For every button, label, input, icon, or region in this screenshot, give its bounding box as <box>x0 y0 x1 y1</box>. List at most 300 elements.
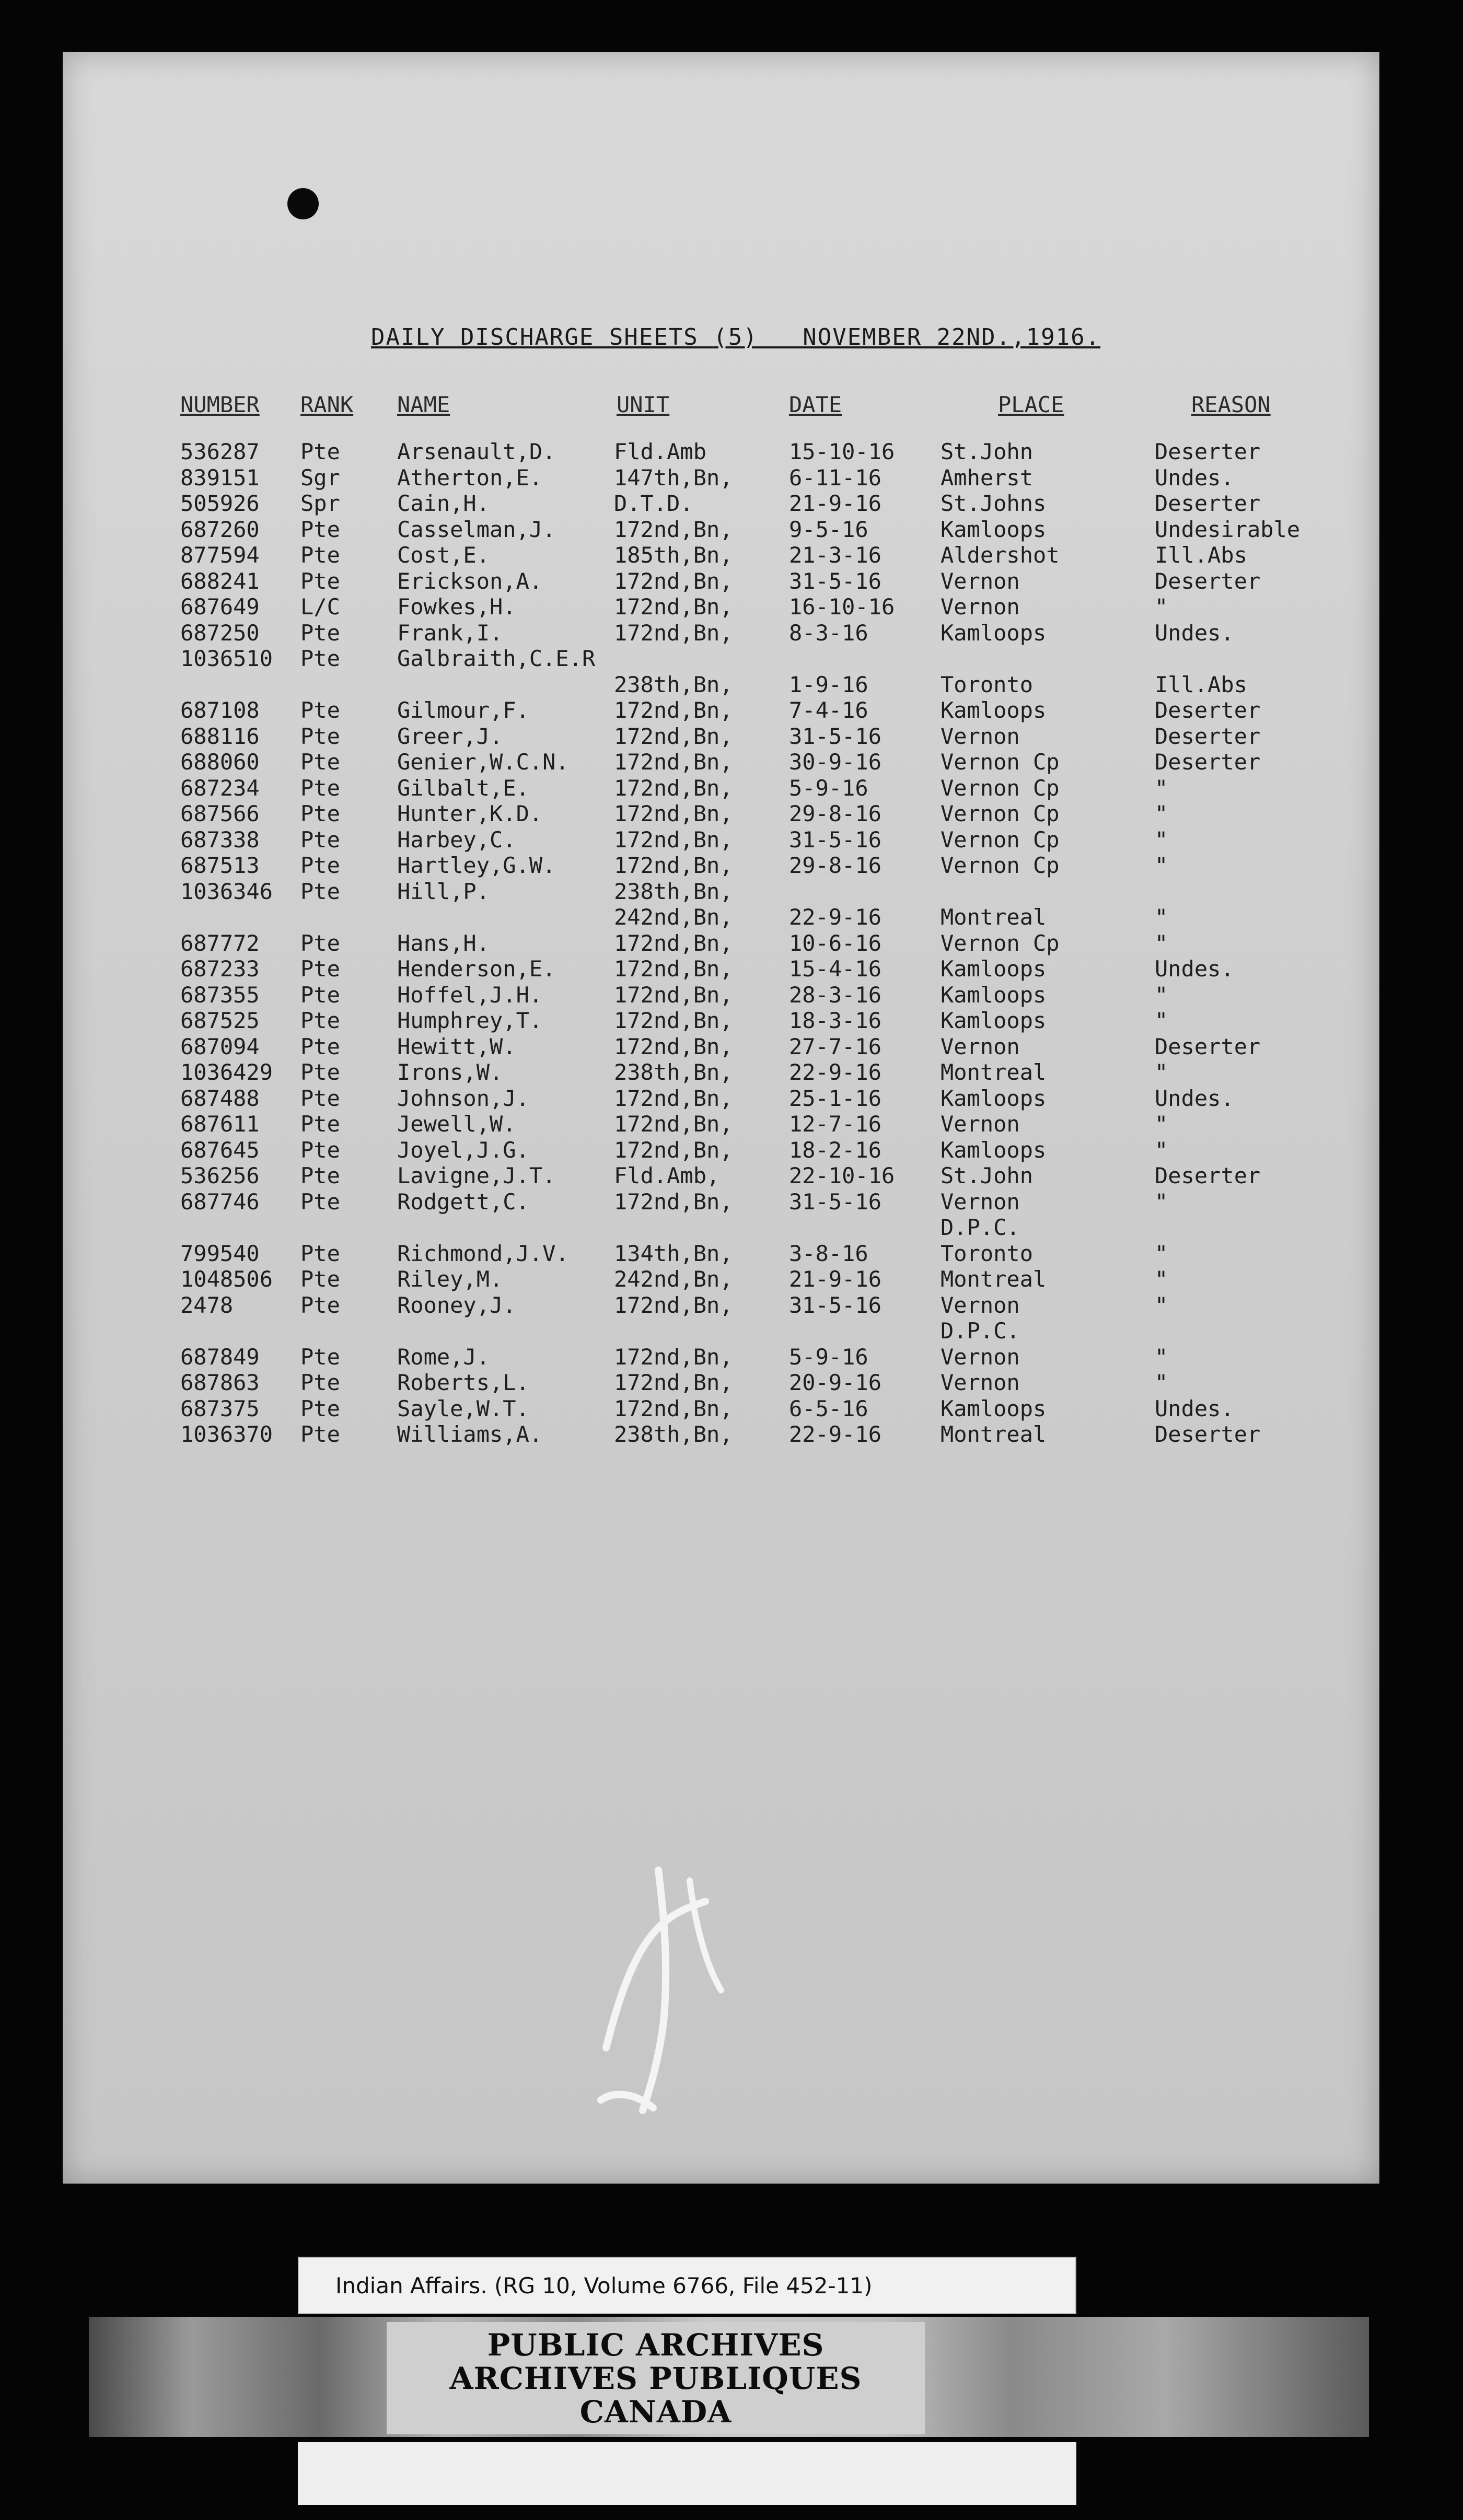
table-row <box>63 1396 1379 1422</box>
cell-number: 687260 <box>180 516 260 542</box>
cell-place: Kamloops <box>940 516 1047 542</box>
cell-name: Gilbalt,E. <box>397 775 529 801</box>
cell-place: Montreal <box>940 1421 1047 1447</box>
cell-number: 687772 <box>180 930 260 956</box>
cell-place: Kamloops <box>940 620 1047 646</box>
cell-name: Jewell,W. <box>397 1111 516 1137</box>
cell-rank: Pte <box>300 542 340 568</box>
cell-place: Aldershot <box>940 542 1060 568</box>
cell-place: Vernon <box>940 1292 1020 1318</box>
cell-reason: Ill.Abs <box>1155 671 1248 697</box>
column-headers <box>63 392 1379 423</box>
cell-date: 15-4-16 <box>789 956 882 982</box>
cell-date: 9-5-16 <box>789 516 868 542</box>
cell-place: St.Johns <box>940 491 1047 516</box>
cell-reason: Undes. <box>1155 956 1234 982</box>
cell-date: 6-11-16 <box>789 464 882 491</box>
table-row <box>63 1421 1379 1448</box>
cell-reason: Ill.Abs <box>1155 542 1248 568</box>
cell-number: 687863 <box>180 1370 260 1395</box>
cell-unit: 172nd,Bn, <box>614 956 733 982</box>
cell-number: 687375 <box>180 1395 260 1421</box>
cell-unit: 172nd,Bn, <box>614 1370 733 1395</box>
cell-date: 27-7-16 <box>789 1033 882 1059</box>
cell-rank: Pte <box>300 1188 340 1215</box>
table-row <box>63 517 1379 543</box>
cell-name: Greer,J. <box>397 723 503 749</box>
cell-rank: L/C <box>300 594 340 620</box>
cell-unit: 172nd,Bn, <box>614 620 733 646</box>
cell-place: Amherst <box>940 464 1034 491</box>
cell-rank: Spr <box>300 491 340 516</box>
table-row <box>63 465 1379 491</box>
cell-name: Erickson,A. <box>397 568 543 594</box>
cell-place: Toronto <box>940 1240 1034 1266</box>
cell-date: 20-9-16 <box>789 1370 882 1395</box>
cell-name: Atherton,E. <box>397 464 543 491</box>
cell-reason: " <box>1155 1111 1168 1137</box>
cell-number: 687233 <box>180 956 260 982</box>
cell-unit: 172nd,Bn, <box>614 749 733 775</box>
column-header-unit: UNIT <box>617 392 670 417</box>
table-row <box>63 1008 1379 1034</box>
cell-unit: 185th,Bn, <box>614 542 733 568</box>
cell-place: Kamloops <box>940 982 1047 1008</box>
cell-date: 29-8-16 <box>789 801 882 826</box>
cell-rank: Pte <box>300 878 340 904</box>
cell-reason: " <box>1155 1292 1168 1318</box>
table-row <box>63 1189 1379 1215</box>
punch-hole <box>287 188 319 219</box>
cell-place: Vernon Cp <box>940 801 1060 826</box>
cell-date: 10-6-16 <box>789 930 882 956</box>
cell-place: Vernon <box>940 1111 1020 1137</box>
cell-name: Humphrey,T. <box>397 1008 543 1033</box>
cell-name: Hoffel,J.H. <box>397 982 543 1008</box>
cell-name: Casselman,J. <box>397 516 556 542</box>
cell-place: Vernon <box>940 1370 1020 1395</box>
cell-name: Lavigne,J.T. <box>397 1163 556 1188</box>
cell-unit: 172nd,Bn, <box>614 1344 733 1370</box>
cell-place: Kamloops <box>940 1008 1047 1033</box>
cell-name: Galbraith,C.E.R <box>397 646 596 671</box>
cell-reason: Deserter <box>1155 697 1261 723</box>
cell-name: Fowkes,H. <box>397 594 516 620</box>
cell-rank: Pte <box>300 697 340 723</box>
stamp-line-3: CANADA <box>579 2394 732 2430</box>
table-row <box>63 672 1379 698</box>
cell-place: Vernon <box>940 723 1020 749</box>
archive-stamp <box>387 2322 925 2434</box>
cell-reason: " <box>1155 853 1168 878</box>
cell-rank: Pte <box>300 723 340 749</box>
cell-name: Henderson,E. <box>397 956 556 982</box>
cell-unit: 172nd,Bn, <box>614 1292 733 1318</box>
cell-reason: Deserter <box>1155 1163 1261 1188</box>
document-header <box>371 324 1100 351</box>
cell-name: Cost,E. <box>397 542 490 568</box>
cell-place: Vernon Cp <box>940 749 1060 775</box>
cell-unit: 172nd,Bn, <box>614 801 733 826</box>
cell-date: 1-9-16 <box>789 671 868 697</box>
cell-place: St.John <box>940 439 1034 464</box>
cell-reason: Deserter <box>1155 491 1261 516</box>
cell-unit: Fld.Amb <box>614 439 707 464</box>
cell-reason: " <box>1155 594 1168 620</box>
cell-number: 687513 <box>180 853 260 878</box>
cell-number: 687338 <box>180 826 260 853</box>
cell-name: Genier,W.C.N. <box>397 749 569 775</box>
cell-name: Roberts,L. <box>397 1370 529 1395</box>
cell-number: 799540 <box>180 1240 260 1266</box>
cell-name: Harbey,C. <box>397 826 516 853</box>
cell-place: Vernon <box>940 1033 1020 1059</box>
cell-date: 29-8-16 <box>789 853 882 878</box>
stamp-line-2: ARCHIVES PUBLIQUES <box>449 2360 862 2396</box>
table-row <box>63 1086 1379 1112</box>
table-row <box>63 930 1379 956</box>
cell-unit: 172nd,Bn, <box>614 516 733 542</box>
table-row <box>63 879 1379 905</box>
table-row <box>63 1344 1379 1370</box>
cell-name: Hewitt,W. <box>397 1033 516 1059</box>
cell-reason: Deserter <box>1155 568 1261 594</box>
table-row <box>63 749 1379 775</box>
cell-unit: 238th,Bn, <box>614 671 733 697</box>
table-row <box>63 1215 1379 1241</box>
cell-unit: 242nd,Bn, <box>614 904 733 930</box>
cell-date: 22-10-16 <box>789 1163 895 1188</box>
cell-name: Rome,J. <box>397 1344 490 1370</box>
cell-reason: " <box>1155 982 1168 1008</box>
cell-rank: Pte <box>300 1008 340 1033</box>
cell-reason: " <box>1155 775 1168 801</box>
cell-date: 21-3-16 <box>789 542 882 568</box>
cell-number: 687746 <box>180 1188 260 1215</box>
cell-date: 5-9-16 <box>789 1344 868 1370</box>
cell-reason: " <box>1155 1137 1168 1163</box>
table-row <box>63 827 1379 853</box>
cell-unit: 172nd,Bn, <box>614 1111 733 1137</box>
cell-number: 536256 <box>180 1163 260 1188</box>
cell-reason: " <box>1155 1188 1168 1215</box>
cell-date: 18-3-16 <box>789 1008 882 1033</box>
cell-reason: Deserter <box>1155 723 1261 749</box>
cell-unit: 172nd,Bn, <box>614 1188 733 1215</box>
cell-unit: 172nd,Bn, <box>614 930 733 956</box>
column-header-date: DATE <box>789 392 842 417</box>
cell-rank: Pte <box>300 982 340 1008</box>
cell-place: D.P.C. <box>940 1215 1020 1240</box>
column-header-reason: REASON <box>1191 392 1271 417</box>
table-row <box>63 1034 1379 1060</box>
cell-unit: 172nd,Bn, <box>614 1137 733 1163</box>
cell-reason: " <box>1155 1370 1168 1395</box>
cell-place: Montreal <box>940 1266 1047 1292</box>
cell-place: Kamloops <box>940 956 1047 982</box>
cell-unit: 172nd,Bn, <box>614 853 733 878</box>
cell-number: 687234 <box>180 775 260 801</box>
cell-date: 12-7-16 <box>789 1111 882 1137</box>
cell-rank: Pte <box>300 1292 340 1318</box>
cell-date: 28-3-16 <box>789 982 882 1008</box>
cell-number: 687094 <box>180 1033 260 1059</box>
cell-rank: Pte <box>300 1344 340 1370</box>
cell-reason: Undes. <box>1155 1085 1234 1111</box>
cell-unit: 172nd,Bn, <box>614 568 733 594</box>
cell-place: Toronto <box>940 671 1034 697</box>
cell-place: Vernon Cp <box>940 826 1060 853</box>
cell-reason: " <box>1155 1008 1168 1033</box>
table-row <box>63 1292 1379 1319</box>
table-row <box>63 491 1379 517</box>
cell-unit: 172nd,Bn, <box>614 826 733 853</box>
cell-date: 22-9-16 <box>789 904 882 930</box>
cell-rank: Pte <box>300 646 340 671</box>
cell-number: 2478 <box>180 1292 234 1318</box>
cell-reason: Undes. <box>1155 464 1234 491</box>
cell-number: 687525 <box>180 1008 260 1033</box>
cell-rank: Pte <box>300 1059 340 1085</box>
cell-number: 505926 <box>180 491 260 516</box>
cell-place: Vernon Cp <box>940 853 1060 878</box>
cell-name: Hunter,K.D. <box>397 801 543 826</box>
table-row <box>63 853 1379 879</box>
table-row <box>63 1266 1379 1292</box>
cell-rank: Pte <box>300 956 340 982</box>
cell-name: Richmond,J.V. <box>397 1240 569 1266</box>
cell-rank: Pte <box>300 1395 340 1421</box>
cell-place: Vernon <box>940 1188 1020 1215</box>
document-date: NOVEMBER 22ND.,1916. <box>803 324 1101 351</box>
cell-rank: Pte <box>300 930 340 956</box>
cell-place: Vernon <box>940 594 1020 620</box>
archive-label-bottom <box>298 2442 1076 2505</box>
cell-date: 8-3-16 <box>789 620 868 646</box>
table-row <box>63 1137 1379 1163</box>
cell-number: 687108 <box>180 697 260 723</box>
cell-date: 3-8-16 <box>789 1240 868 1266</box>
cell-date: 31-5-16 <box>789 723 882 749</box>
cell-number: 1036510 <box>180 646 273 671</box>
cell-place: St.John <box>940 1163 1034 1188</box>
cell-unit: 172nd,Bn, <box>614 1085 733 1111</box>
cell-reason: " <box>1155 801 1168 826</box>
cell-date: 22-9-16 <box>789 1059 882 1085</box>
cell-name: Rooney,J. <box>397 1292 516 1318</box>
column-header-number: NUMBER <box>180 392 260 417</box>
cell-unit: 238th,Bn, <box>614 1421 733 1447</box>
table-row <box>63 1111 1379 1137</box>
cell-name: Riley,M. <box>397 1266 503 1292</box>
cell-reason: Deserter <box>1155 1033 1261 1059</box>
cell-unit: 134th,Bn, <box>614 1240 733 1266</box>
cell-rank: Pte <box>300 853 340 878</box>
cell-number: 687611 <box>180 1111 260 1137</box>
cell-rank: Pte <box>300 1137 340 1163</box>
cell-reason: " <box>1155 826 1168 853</box>
cell-unit: 172nd,Bn, <box>614 594 733 620</box>
table-row <box>63 775 1379 801</box>
cell-number: 877594 <box>180 542 260 568</box>
cell-rank: Pte <box>300 1370 340 1395</box>
table-row <box>63 904 1379 930</box>
table-row <box>63 956 1379 982</box>
column-header-name: NAME <box>397 392 450 417</box>
cell-unit: 172nd,Bn, <box>614 697 733 723</box>
cell-date: 18-2-16 <box>789 1137 882 1163</box>
cell-date: 31-5-16 <box>789 1188 882 1215</box>
cell-place: Kamloops <box>940 1085 1047 1111</box>
cell-number: 1036429 <box>180 1059 273 1085</box>
cell-unit: 172nd,Bn, <box>614 982 733 1008</box>
cell-number: 536287 <box>180 439 260 464</box>
cell-unit: Fld.Amb, <box>614 1163 720 1188</box>
cell-place: Kamloops <box>940 697 1047 723</box>
cell-number: 687250 <box>180 620 260 646</box>
cell-date: 7-4-16 <box>789 697 868 723</box>
cell-place: Kamloops <box>940 1395 1047 1421</box>
table-row <box>63 1163 1379 1189</box>
cell-number: 839151 <box>180 464 260 491</box>
cell-rank: Pte <box>300 775 340 801</box>
cell-rank: Pte <box>300 1240 340 1266</box>
cell-reason: Deserter <box>1155 439 1261 464</box>
cell-number: 688060 <box>180 749 260 775</box>
cell-place: Vernon <box>940 1344 1020 1370</box>
cell-place: Kamloops <box>940 1137 1047 1163</box>
table-row <box>63 620 1379 646</box>
cell-name: Irons,W. <box>397 1059 503 1085</box>
cell-number: 1036346 <box>180 878 273 904</box>
archive-reference-label <box>298 2257 1076 2314</box>
cell-unit: 172nd,Bn, <box>614 723 733 749</box>
cell-rank: Pte <box>300 1421 340 1447</box>
cell-number: 688116 <box>180 723 260 749</box>
cell-rank: Pte <box>300 1163 340 1188</box>
table-row <box>63 801 1379 827</box>
cell-rank: Pte <box>300 801 340 826</box>
cell-rank: Pte <box>300 620 340 646</box>
cell-date: 22-9-16 <box>789 1421 882 1447</box>
cell-number: 1048506 <box>180 1266 273 1292</box>
pencil-mark <box>585 1849 758 2121</box>
document-title: DAILY DISCHARGE SHEETS <box>371 324 699 351</box>
cell-reason: " <box>1155 1344 1168 1370</box>
cell-date: 25-1-16 <box>789 1085 882 1111</box>
cell-date: 31-5-16 <box>789 826 882 853</box>
cell-place: Vernon <box>940 568 1020 594</box>
cell-number: 687645 <box>180 1137 260 1163</box>
cell-number: 687488 <box>180 1085 260 1111</box>
cell-place: Vernon Cp <box>940 930 1060 956</box>
cell-reason: " <box>1155 1059 1168 1085</box>
cell-name: Joyel,J.G. <box>397 1137 529 1163</box>
sheet-number: (5) <box>713 324 758 351</box>
cell-reason: " <box>1155 930 1168 956</box>
cell-rank: Pte <box>300 439 340 464</box>
cell-number: 688241 <box>180 568 260 594</box>
cell-rank: Pte <box>300 1111 340 1137</box>
cell-reason: Deserter <box>1155 1421 1261 1447</box>
cell-unit: 172nd,Bn, <box>614 1008 733 1033</box>
document-page <box>63 52 1379 2184</box>
stamp-line-1: PUBLIC ARCHIVES <box>487 2327 825 2363</box>
table-row <box>63 568 1379 594</box>
cell-name: Rodgett,C. <box>397 1188 529 1215</box>
cell-rank: Pte <box>300 826 340 853</box>
cell-unit: 147th,Bn, <box>614 464 733 491</box>
cell-number: 687849 <box>180 1344 260 1370</box>
cell-unit: 172nd,Bn, <box>614 1033 733 1059</box>
archive-reference: Indian Affairs. (RG 10, Volume 6766, File 452-11) <box>335 2272 873 2299</box>
table-row <box>63 982 1379 1008</box>
cell-number: 687649 <box>180 594 260 620</box>
discharge-table <box>63 439 1379 1448</box>
cell-reason: Deserter <box>1155 749 1261 775</box>
column-header-place: PLACE <box>998 392 1064 417</box>
cell-unit: D.T.D. <box>614 491 693 516</box>
cell-number: 687566 <box>180 801 260 826</box>
cell-unit: 172nd,Bn, <box>614 1395 733 1421</box>
cell-date: 30-9-16 <box>789 749 882 775</box>
table-row <box>63 646 1379 672</box>
cell-date: 16-10-16 <box>789 594 895 620</box>
cell-date: 6-5-16 <box>789 1395 868 1421</box>
cell-reason: " <box>1155 1266 1168 1292</box>
cell-name: Cain,H. <box>397 491 490 516</box>
cell-unit: 242nd,Bn, <box>614 1266 733 1292</box>
table-row <box>63 1241 1379 1267</box>
cell-rank: Pte <box>300 749 340 775</box>
cell-date: 5-9-16 <box>789 775 868 801</box>
cell-reason: " <box>1155 904 1168 930</box>
cell-number: 687355 <box>180 982 260 1008</box>
table-row <box>63 1059 1379 1086</box>
cell-reason: Undes. <box>1155 620 1234 646</box>
cell-date: 21-9-16 <box>789 1266 882 1292</box>
cell-rank: Pte <box>300 1085 340 1111</box>
cell-name: Frank,I. <box>397 620 503 646</box>
table-row <box>63 542 1379 568</box>
cell-place: Vernon Cp <box>940 775 1060 801</box>
cell-name: Johnson,J. <box>397 1085 529 1111</box>
table-row <box>63 697 1379 724</box>
cell-name: Hartley,G.W. <box>397 853 556 878</box>
cell-rank: Pte <box>300 516 340 542</box>
cell-rank: Pte <box>300 568 340 594</box>
cell-rank: Pte <box>300 1266 340 1292</box>
cell-date: 21-9-16 <box>789 491 882 516</box>
cell-date: 31-5-16 <box>789 1292 882 1318</box>
cell-name: Williams,A. <box>397 1421 543 1447</box>
table-row <box>63 439 1379 465</box>
cell-name: Sayle,W.T. <box>397 1395 529 1421</box>
cell-name: Gilmour,F. <box>397 697 529 723</box>
cell-reason: " <box>1155 1240 1168 1266</box>
cell-unit: 238th,Bn, <box>614 1059 733 1085</box>
cell-reason: Undes. <box>1155 1395 1234 1421</box>
table-row <box>63 724 1379 750</box>
cell-name: Hans,H. <box>397 930 490 956</box>
cell-place: Montreal <box>940 1059 1047 1085</box>
cell-date: 31-5-16 <box>789 568 882 594</box>
table-row <box>63 1370 1379 1396</box>
cell-rank: Sgr <box>300 464 340 491</box>
cell-name: Hill,P. <box>397 878 490 904</box>
cell-name: Arsenault,D. <box>397 439 556 464</box>
column-header-rank: RANK <box>300 392 354 417</box>
